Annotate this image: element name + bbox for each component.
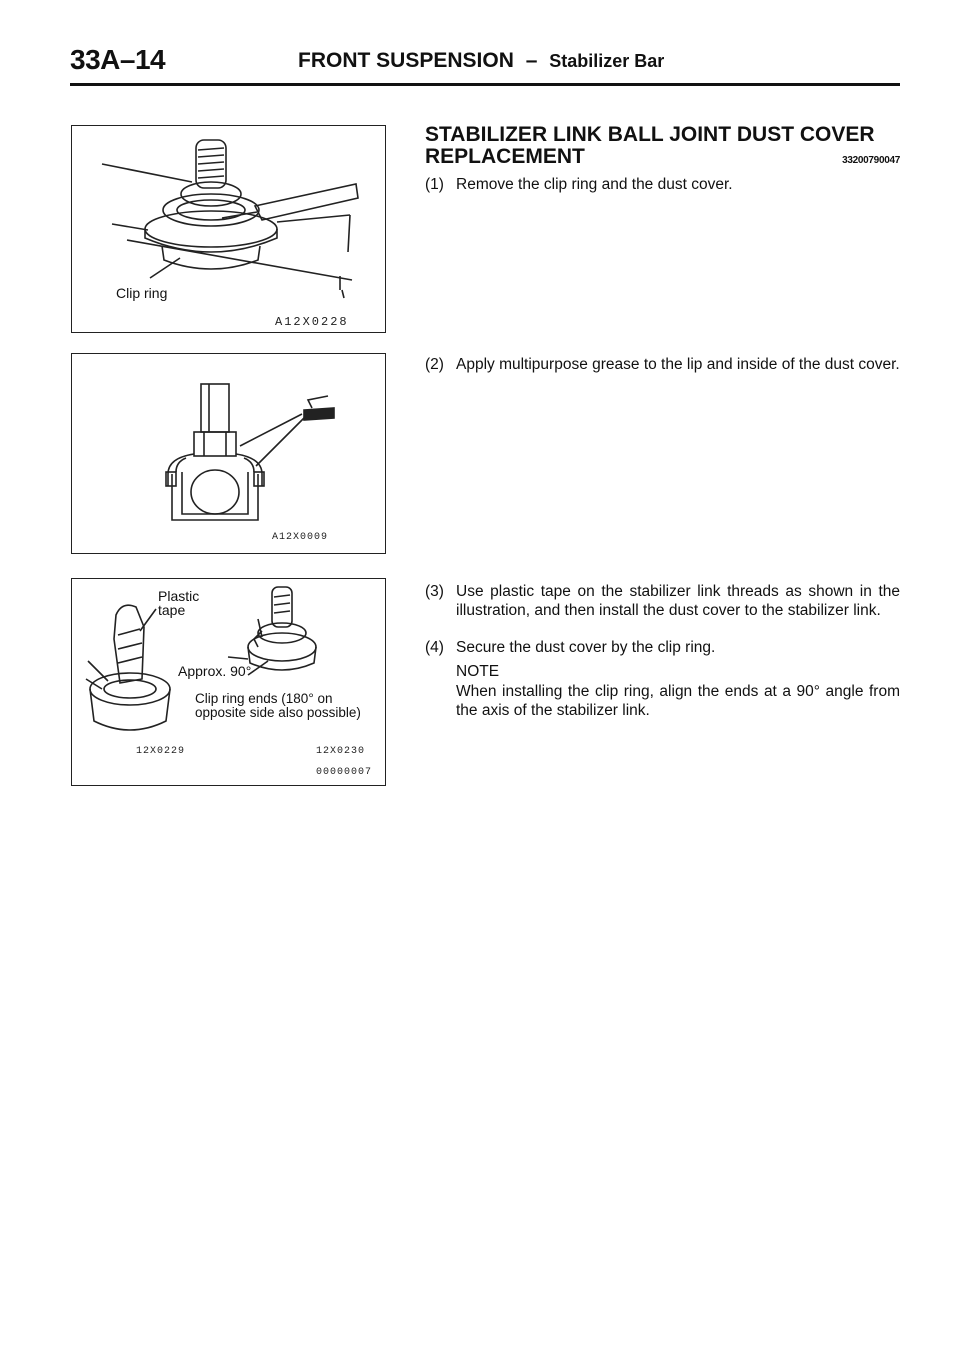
step-number: (1) — [425, 176, 444, 193]
page-header — [70, 44, 900, 84]
clip-ring-removal-illustration — [72, 126, 387, 334]
step-text: Secure the dust cover by the clip ring. — [456, 639, 716, 656]
step-number: (4) — [425, 639, 444, 656]
procedure-section — [425, 124, 900, 168]
angle-label: Approx. 90° — [178, 663, 252, 679]
figure-code: A12X0228 — [275, 315, 349, 329]
note-label: NOTE — [456, 663, 500, 680]
procedure-code: 33200790047 — [842, 155, 900, 166]
procedure-title-line2: REPLACEMENT — [425, 145, 585, 168]
step-number: (2) — [425, 356, 444, 373]
clip-ring-ends-label-line1: Clip ring ends (180° on — [195, 691, 333, 706]
step-2 — [425, 355, 900, 374]
step-text: Use plastic tape on the stabilizer link threads as shown in the illustration, and then install the dust cover to the stabilizer link. — [456, 583, 900, 619]
title-separator: – — [525, 49, 538, 72]
figure-code-left: 12X0229 — [136, 746, 186, 757]
figure-code-right: 12X0230 — [316, 746, 366, 757]
step-3 — [425, 582, 900, 620]
section-title: FRONT SUSPENSION — [298, 49, 514, 72]
procedure-title-row — [425, 146, 900, 168]
subsection-title: Stabilizer Bar — [549, 51, 665, 71]
step-number: (3) — [425, 583, 444, 600]
figure-grease-application — [71, 353, 386, 554]
clip-ring-label: Clip ring — [116, 285, 168, 301]
figure-code: A12X0009 — [272, 532, 329, 543]
figure-clip-ring-removal — [71, 125, 386, 333]
header-rule — [70, 83, 900, 86]
procedure-title-line1: STABILIZER LINK BALL JOINT DUST COVER — [425, 123, 875, 146]
step-1 — [425, 175, 900, 194]
page-number: 33A–14 — [70, 44, 166, 75]
grease-application-illustration — [72, 354, 387, 555]
figure-plastic-tape-install — [71, 578, 386, 786]
note-text: When installing the clip ring, align the ends at a 90° angle from the axis of the stabilizer link. — [456, 683, 900, 719]
step-4 — [425, 638, 900, 657]
plastic-label: Plastic — [158, 588, 200, 604]
clip-ring-ends-label-line2: opposite side also possible) — [195, 705, 361, 720]
page-title — [298, 49, 664, 73]
step-text: Apply multipurpose grease to the lip and inside of the dust cover. — [456, 356, 900, 373]
figure-code-bottom: 00000007 — [316, 767, 373, 778]
step-text: Remove the clip ring and the dust cover. — [456, 176, 733, 193]
tape-label: tape — [158, 602, 186, 618]
